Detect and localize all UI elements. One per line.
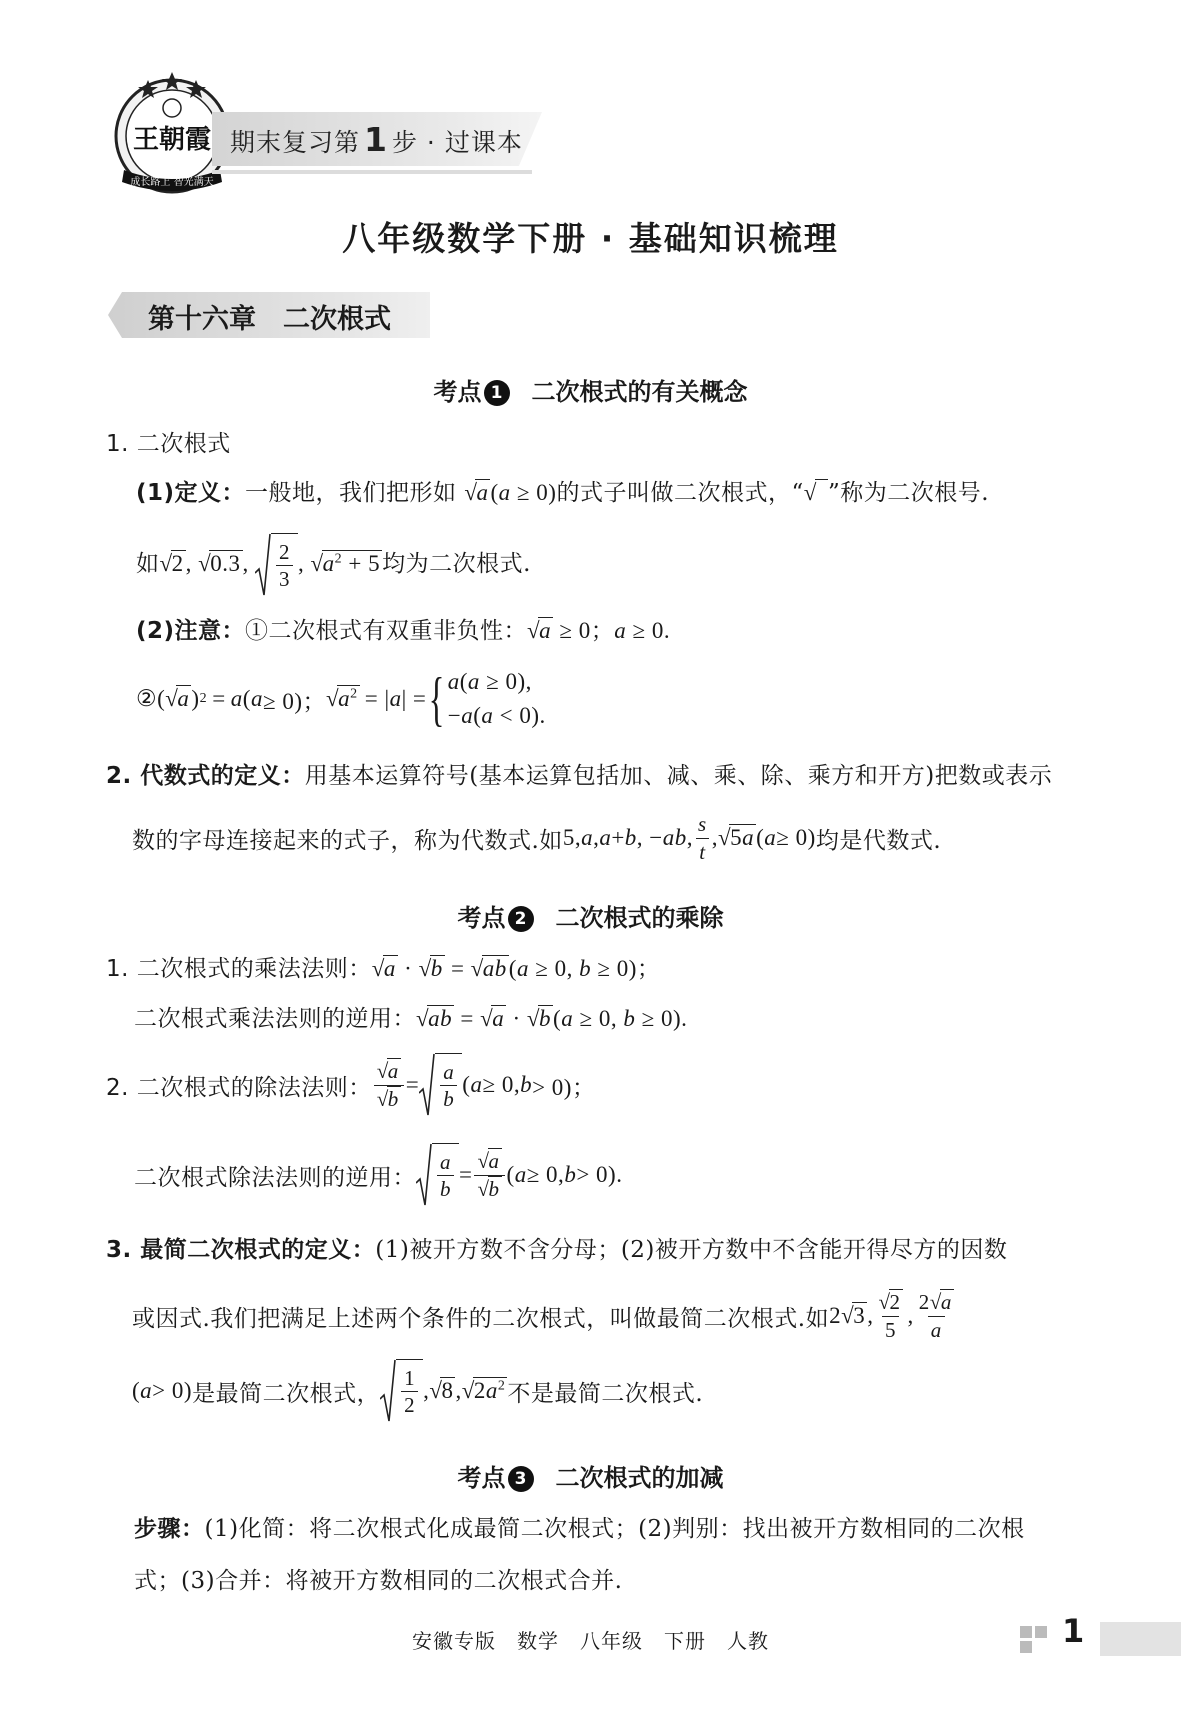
steps-line: 步骤：(1)化简：将二次根式化成最简二次根式；(2)判别：找出被开方数相同的二次根 — [134, 1516, 1025, 1542]
item-2-line: 2. 代数式的定义：用基本运算符号(基本运算包括加、减、乘、除、乘方和开方)把数或表示 — [106, 763, 1053, 789]
examples-line: 如√2, √0.3, $\frac{2}{3}$ , $√a^2 + 5$均为二次根式. — [136, 533, 531, 597]
banner-underline — [212, 170, 532, 174]
section-heading-3: 考点 3 二次根式的加减 — [457, 1464, 724, 1492]
logo-name: 王朝霞 — [132, 125, 212, 155]
simplest-radical-def-3: ( a > 0) 是最简二次根式， $\frac{1}{2}$ , √8 , $√2a^2$ 不是最简二次根式. — [132, 1356, 703, 1426]
chapter-title: 第十六章 二次根式 — [148, 304, 391, 335]
simplest-radical-def: 3. 最简二次根式的定义：(1)被开方数不含分母；(2)被开方数中不含能开得尽方的因数 — [106, 1237, 1008, 1263]
multiplication-rule: 1. 二次根式的乘法法则：√a · √b = √ab(a ≥ 0, b ≥ 0)； — [106, 956, 661, 982]
item-2-line-2: 数的字母连接起来的式子，称为代数式.如 5, a , a + b , − ab , $\frac{s}{t}$ , √5a ( a ≥ 0) 均是代数式. — [132, 812, 942, 864]
page-number: 1 — [1062, 1612, 1085, 1650]
note-2-line: ② ( √a ) 2 = a ( a ≥ 0)； $√a^2$ = | a | = { a(a ≥ 0), −a(a < 0). — [136, 666, 546, 732]
steps-line-2: 式；(3)合并：将被开方数相同的二次根式合并. — [134, 1568, 623, 1594]
division-rule: 2. 二次根式的除法法则： $\frac{√a}{√b}$ = $\frac{a}{b}$ ( a ≥ 0, b > 0)； — [106, 1050, 595, 1120]
section-heading-1: 考点 1 二次根式的有关概念 — [433, 378, 748, 406]
page-number-bar — [1100, 1622, 1181, 1656]
page-corner-marks — [1020, 1626, 1050, 1656]
item-1-title: 1. 二次根式 — [106, 431, 231, 457]
section-heading-2: 考点 2 二次根式的乘除 — [457, 904, 724, 932]
simplest-radical-def-2: 或因式.我们把满足上述两个条件的二次根式，叫做最简二次根式.如 2 √3 , $\frac{√2}{5}$ , $\frac{2√a}{a}$ — [132, 1290, 952, 1342]
division-inverse: 二次根式除法法则的逆用： $\frac{a}{b}$ = $\frac{√a}{√b}$ ( a ≥ 0, b > 0). — [134, 1140, 622, 1210]
multiplication-inverse: 二次根式乘法法则的逆用：√ab = √a · √b(a ≥ 0, b ≥ 0). — [134, 1006, 688, 1032]
logo-tagline: 成长路上 智光满天 — [130, 177, 214, 188]
footer-edition: 安徽专版 数学 八年级 下册 人教 — [412, 1629, 769, 1653]
definition-line: (1)定义：一般地，我们把形如 √a(a ≥ 0)的式子叫做二次根式，“√ ”称为二次根号. — [136, 480, 990, 506]
document-title: 八年级数学下册 · 基础知识梳理 — [342, 219, 839, 258]
note-line: (2)注意：①二次根式有双重非负性：√a ≥ 0；a ≥ 0. — [136, 618, 671, 644]
series-banner-text: 期末复习第 1 步 · 过课本 — [230, 120, 523, 159]
